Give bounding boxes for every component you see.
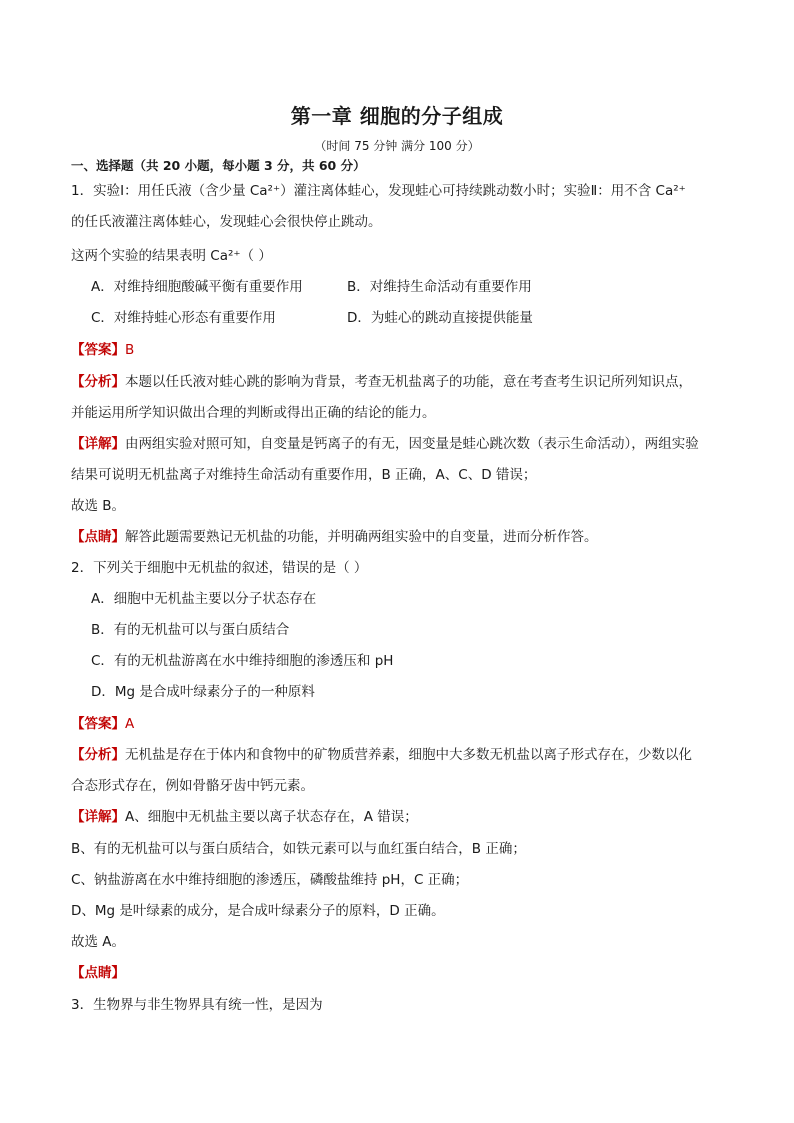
q1-stem-line-2: 的任氏液灌注离体蛙心，发现蛙心会很快停止跳动。 xyxy=(71,214,382,230)
q2-detail-line-2: B、有的无机盐可以与蛋白质结合，如铁元素可以与血红蛋白结合，B 正确； xyxy=(71,841,526,857)
q1-analysis-line-2: 并能运用所学知识做出合理的判断或得出正确的结论的能力。 xyxy=(71,405,436,421)
q2-analysis-text-1: 无机盐是存在于体内和食物中的矿物质营养素，细胞中大多数无机盐以离子形式存在，少数以化 xyxy=(125,747,692,763)
q1-detail-line-1 xyxy=(71,435,731,453)
q1-option-c: C．对维持蛙心形态有重要作用 xyxy=(91,310,276,326)
q1-analysis-line-1 xyxy=(71,373,731,391)
q2-option-b: B．有的无机盐可以与蛋白质结合 xyxy=(91,622,290,638)
q2-detail-line-5: 故选 A。 xyxy=(71,934,126,950)
comment-tag: 【点睛】 xyxy=(71,965,125,981)
q1-option-d: D．为蛙心的跳动直接提供能量 xyxy=(347,310,533,326)
q2-option-d: D．Mg 是合成叶绿素分子的一种原料 xyxy=(91,684,315,700)
q2-option-c: C．有的无机盐游离在水中维持细胞的渗透压和 pH xyxy=(91,653,394,669)
q1-options-row-1 xyxy=(91,278,751,296)
q1-answer-value: B xyxy=(125,342,135,358)
section-heading: 一、选择题（共 20 小题，每小题 3 分，共 60 分） xyxy=(71,158,366,173)
q2-analysis-line-2: 合态形式存在，例如骨骼牙齿中钙元素。 xyxy=(71,778,314,794)
q1-analysis-text-1: 本题以任氏液对蛙心跳的影响为背景，考查无机盐离子的功能，意在考查考生识记所列知识点， xyxy=(125,374,692,390)
q1-detail-text-1: 由两组实验对照可知，自变量是钙离子的有无，因变量是蛙心跳次数（表示生命活动），两组实验 xyxy=(125,436,699,452)
q1-option-b: B．对维持生命活动有重要作用 xyxy=(347,279,532,295)
comment-tag: 【点睛】 xyxy=(71,529,125,545)
q3-stem: 3．生物界与非生物界具有统一性，是因为 xyxy=(71,997,323,1013)
q1-answer xyxy=(71,341,731,359)
q1-comment xyxy=(71,528,731,546)
q1-detail-line-3: 故选 B。 xyxy=(71,498,126,514)
q1-stem-line-1: 1．实验Ⅰ：用任氏液（含少量 Ca²⁺）灌注离体蛙心，发现蛙心可持续跳动数小时；实验Ⅱ：用不含 Ca²⁺ xyxy=(71,183,686,199)
q2-option-a: A．细胞中无机盐主要以分子状态存在 xyxy=(91,591,317,607)
q2-detail-line-3: C、钠盐游离在水中维持细胞的渗透压，磷酸盐维持 pH，C 正确； xyxy=(71,872,469,888)
answer-tag: 【答案】 xyxy=(71,716,125,732)
q1-stem-line-3: 这两个实验的结果表明 Ca²⁺（ ） xyxy=(71,248,272,264)
q2-detail-line-4: D、Mg 是叶绿素的成分，是合成叶绿素分子的原料，D 正确。 xyxy=(71,903,445,919)
analysis-tag: 【分析】 xyxy=(71,747,125,763)
q2-detail-text-1: A、细胞中无机盐主要以离子状态存在，A 错误； xyxy=(125,809,418,825)
q2-stem: 2．下列关于细胞中无机盐的叙述，错误的是（ ） xyxy=(71,560,368,576)
exam-info: （时间 75 分钟 满分 100 分） xyxy=(314,139,480,153)
detail-tag: 【详解】 xyxy=(71,436,125,452)
q1-option-a: A．对维持细胞酸碱平衡有重要作用 xyxy=(91,279,303,295)
q2-detail-line-1 xyxy=(71,808,731,826)
q1-options-row-2 xyxy=(91,309,751,327)
q1-detail-line-2: 结果可说明无机盐离子对维持生命活动有重要作用，B 正确，A、C、D 错误； xyxy=(71,467,537,483)
analysis-tag: 【分析】 xyxy=(71,374,125,390)
detail-tag: 【详解】 xyxy=(71,809,125,825)
q2-comment xyxy=(71,964,731,982)
q2-answer-value: A xyxy=(125,716,135,732)
q1-comment-text: 解答此题需要熟记无机盐的功能，并明确两组实验中的自变量，进而分析作答。 xyxy=(125,529,598,545)
q2-answer xyxy=(71,715,731,733)
answer-tag: 【答案】 xyxy=(71,342,125,358)
q2-analysis-line-1 xyxy=(71,746,731,764)
chapter-title: 第一章 细胞的分子组成 xyxy=(290,104,504,128)
